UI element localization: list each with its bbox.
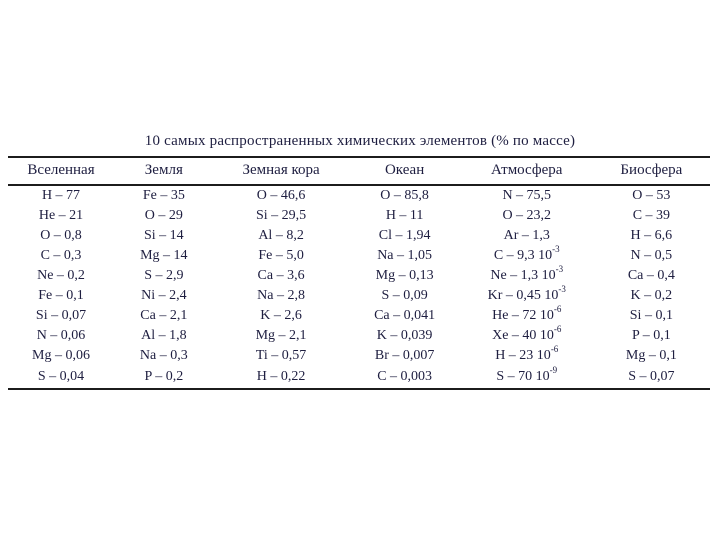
table-cell: H – 77: [41, 188, 81, 203]
table-cell: K – 0,2: [630, 288, 673, 303]
table-row: [8, 246, 710, 266]
table-cell: Mg – 2,1: [255, 328, 307, 343]
table-title: 10 самых распространенных химических элементов (% по массе): [144, 133, 576, 149]
table-cell: C – 0,003: [348, 366, 460, 389]
column-header-3: Земная кора: [214, 157, 349, 185]
table-cell: O – 46,6: [256, 188, 306, 203]
table-row: [8, 306, 710, 326]
table-cell: He – 72 $10^{-6}$: [492, 304, 562, 323]
table-cell: Cl – 1,94: [378, 228, 431, 243]
table-cell: P – 0,2: [114, 366, 214, 389]
table-row: [8, 286, 710, 306]
table-cell: Ar – 1,3: [503, 228, 550, 243]
table-cell: Fe – 35: [142, 188, 185, 203]
exponent: -3: [558, 284, 566, 295]
table-cell: N – 0,06: [36, 328, 86, 343]
table-cell: P – 0,1: [631, 328, 671, 343]
table-row: [8, 346, 710, 366]
table-cell: C – 0,3: [40, 248, 82, 263]
table-cell: S – 2,9: [144, 268, 184, 283]
table-cell: S – 0,07: [593, 366, 710, 389]
table-cell: O – 53: [632, 188, 671, 203]
table-cell: Ti – 0,57: [255, 348, 307, 363]
table-cell: Si – 0,1: [629, 308, 673, 323]
table-cell: Si – 0,07: [35, 308, 87, 323]
table-cell: H – 23 $10^{-6}$: [495, 344, 559, 363]
table-cell: H – 11: [385, 208, 424, 223]
table-cell: Ca – 2,1: [140, 308, 188, 323]
table-cell: O – 0,8: [40, 228, 82, 243]
table-row: [8, 266, 710, 286]
table-cell: Ca – 0,4: [627, 268, 675, 283]
table-cell: Fe – 0,1: [38, 288, 84, 303]
table-cell: S – 0,04: [8, 366, 114, 389]
table-cell: C – 9,3 $10^{-3}$: [493, 244, 560, 263]
table-cell: Br – 0,007: [374, 348, 435, 363]
table-cell: N – 0,5: [630, 248, 673, 263]
table-header-row: [8, 157, 710, 185]
table-row: [8, 185, 710, 206]
table-cell: O – 85,8: [380, 188, 429, 203]
table-cell: Na – 1,05: [377, 248, 433, 263]
table-cell: Mg – 0,13: [375, 268, 434, 283]
table-cell: K – 0,039: [376, 328, 433, 343]
table-row: [8, 206, 710, 226]
elements-table: [8, 156, 710, 390]
exponent: -3: [555, 264, 564, 275]
table-cell: Kr – 0,45 $10^{-3}$: [487, 284, 566, 303]
table-cell: Mg – 14: [140, 248, 188, 263]
table-cell: Xe – 40 $10^{-6}$: [492, 324, 562, 343]
table-cell: Al – 1,8: [141, 328, 187, 343]
table-cell: Ca – 3,6: [257, 268, 305, 283]
table-cell: H – 0,22: [214, 366, 349, 389]
table-cell: O – 29: [144, 208, 183, 223]
table-cell: He – 21: [38, 208, 84, 223]
table-cell: H – 6,6: [630, 228, 673, 243]
table-cell: Ne – 1,3 $10^{-3}$: [490, 264, 564, 283]
column-header-6: Биосфера: [593, 157, 710, 185]
exponent: -6: [553, 324, 562, 335]
column-header-4: Океан: [348, 157, 460, 185]
table-cell: Fe – 5,0: [258, 248, 304, 263]
table-cell: C – 39: [632, 208, 671, 223]
table-row: [8, 366, 710, 389]
table-cell: N – 75,5: [502, 188, 552, 203]
column-header-1: Вселенная: [8, 157, 114, 185]
table-row: [8, 226, 710, 246]
table-row: [8, 326, 710, 346]
table-cell: Si – 29,5: [255, 208, 307, 223]
column-header-2: Земля: [114, 157, 214, 185]
exponent: -3: [552, 244, 560, 255]
table-cell: Ni – 2,4: [141, 288, 187, 303]
table-cell: K – 2,6: [260, 308, 302, 323]
table-cell: S – 0,09: [381, 288, 428, 303]
column-header-5: Атмосфера: [461, 157, 593, 185]
table-cell: Al – 8,2: [258, 228, 304, 243]
table-cell: S – 70 $10^{-9}$: [461, 366, 593, 389]
table-cell: Na – 0,3: [139, 348, 188, 363]
table-cell: Ca – 0,041: [374, 308, 436, 323]
table-cell: Mg – 0,1: [625, 348, 677, 363]
table-cell: Si – 14: [143, 228, 184, 243]
exponent: -9: [549, 365, 558, 376]
table-body: [8, 185, 710, 389]
table-cell: Ne – 0,2: [37, 268, 85, 283]
table-cell: Mg – 0,06: [32, 348, 90, 363]
exponent: -6: [553, 304, 562, 315]
table-cell: O – 23,2: [502, 208, 552, 223]
table-cell: Na – 2,8: [257, 288, 305, 303]
exponent: -6: [550, 344, 559, 355]
